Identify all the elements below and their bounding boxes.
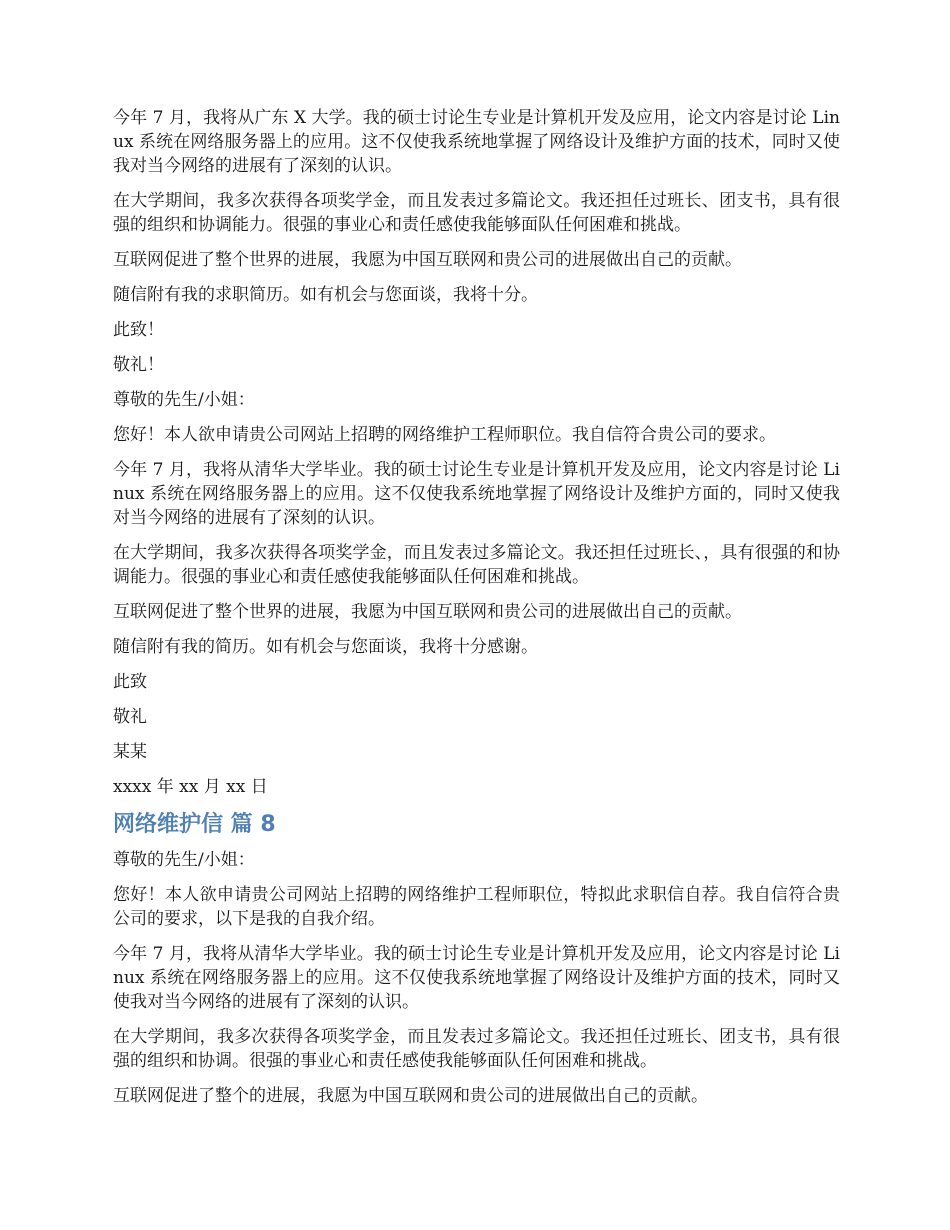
paragraph: 随信附有我的求职简历。如有机会与您面谈，我将十分。 [113, 285, 538, 305]
closing-line: 敬礼 [113, 707, 147, 727]
paragraph: 您好！本人欲申请贵公司网站上招聘的网络维护工程师职位，特拟此求职信自荐。我自信符合贵公司的要求，以下是我的自我介绍。 [113, 885, 840, 929]
paragraph: 在大学期间，我多次获得各项奖学金，而且发表过多篇论文。我还担任过班长、团支书，具有很强的组织和协调能力。很强的事业心和责任感使我能够面队任何困难和挑战。 [113, 191, 840, 235]
paragraph: 互联网促进了整个的进展，我愿为中国互联网和贵公司的进展做出自己的贡献。 [113, 1086, 708, 1106]
closing-line: 此致 [113, 672, 147, 692]
signature-date: xxxx 年 xx 月 xx 日 [113, 777, 268, 797]
paragraph: 今年 7 月，我将从广东 X 大学。我的硕士讨论生专业是计算机开发及应用，论文内容是讨论 Linux 系统在网络服务器上的应用。这不仅使我系统地掌握了网络设计及维护方面的技术，同时又使我对当今网络的进展有了深刻的认识。 [113, 108, 840, 176]
closing-line: 此致！ [113, 320, 164, 340]
paragraph: 今年 7 月，我将从清华大学毕业。我的硕士讨论生专业是计算机开发及应用，论文内容是讨论 Linux 系统在网络服务器上的应用。这不仅使我系统地掌握了网络设计及维护方面的，同时又使我对当今网络的进展有了深刻的认识。 [113, 460, 840, 528]
paragraph: 在大学期间，我多次获得各项奖学金，而且发表过多篇论文。我还担任过班长、团支书，具有很强的组织和协调。很强的事业心和责任感使我能够面队任何困难和挑战。 [113, 1027, 840, 1071]
salutation: 尊敬的先生/小姐： [113, 390, 255, 410]
closing-line: 敬礼！ [113, 355, 164, 375]
paragraph: 在大学期间，我多次获得各项奖学金，而且发表过多篇论文。我还担任过班长、，具有很强的和协调能力。很强的事业心和责任感使我能够面队任何困难和挑战。 [113, 543, 840, 587]
section-heading: 网络维护信 篇 8 [113, 812, 276, 837]
document-page [113, 106, 840, 1119]
paragraph: 互联网促进了整个世界的进展，我愿为中国互联网和贵公司的进展做出自己的贡献。 [113, 602, 742, 622]
paragraph: 今年 7 月，我将从清华大学毕业。我的硕士讨论生专业是计算机开发及应用，论文内容是讨论 Linux 系统在网络服务器上的应用。这不仅使我系统地掌握了网络设计及维护方面的技术，同时又使我对当今网络的进展有了深刻的认识。 [113, 944, 840, 1012]
signature-name: 某某 [113, 742, 147, 762]
paragraph: 您好！本人欲申请贵公司网站上招聘的网络维护工程师职位。我自信符合贵公司的要求。 [113, 425, 776, 445]
paragraph: 互联网促进了整个世界的进展，我愿为中国互联网和贵公司的进展做出自己的贡献。 [113, 250, 742, 270]
salutation: 尊敬的先生/小姐： [113, 850, 255, 870]
paragraph: 随信附有我的简历。如有机会与您面谈，我将十分感谢。 [113, 637, 538, 657]
